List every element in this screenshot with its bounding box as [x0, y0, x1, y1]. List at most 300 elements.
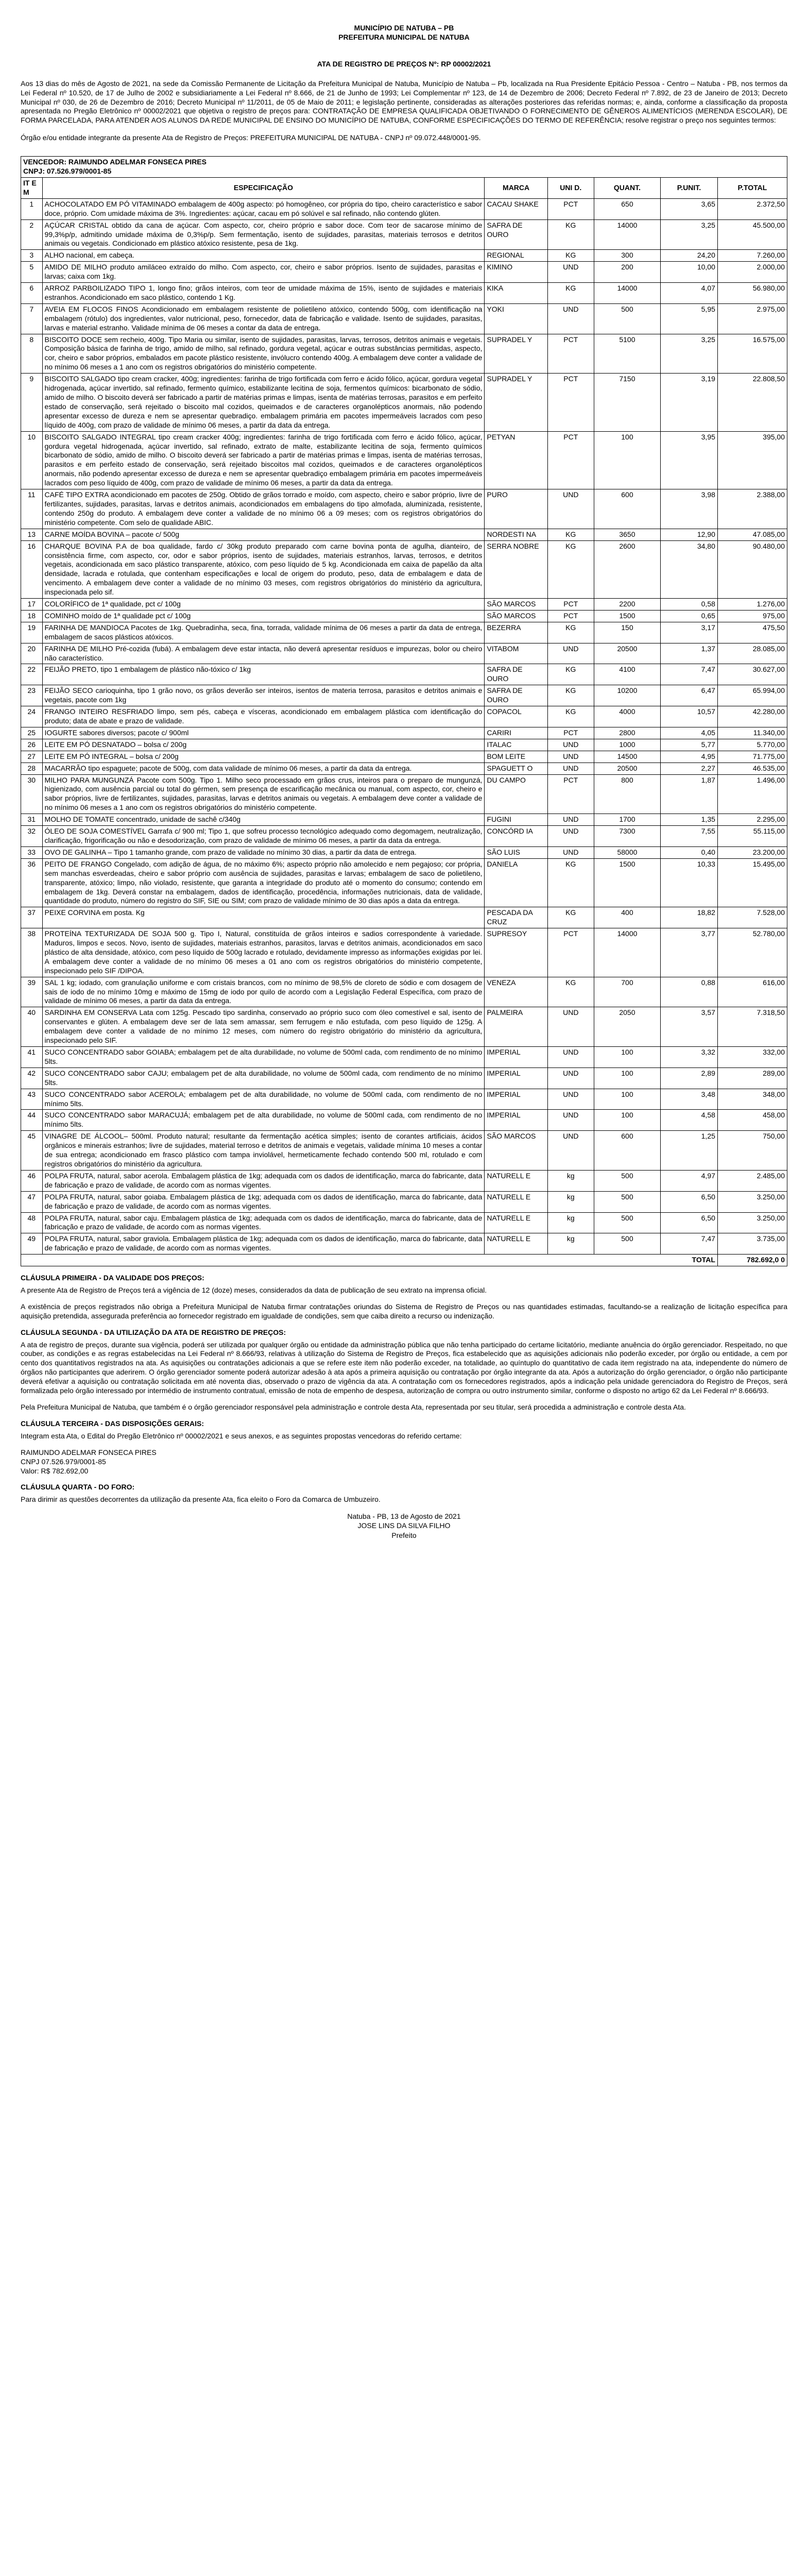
ata-title: ATA DE REGISTRO DE PREÇOS Nº: RP 00002/2021 [317, 59, 491, 68]
item-unit: PCT [547, 198, 594, 219]
item-unit: KG [547, 540, 594, 598]
item-description: COLORÍFICO de 1ª qualidade, pct c/ 100g [42, 599, 485, 611]
item-unit: UND [547, 826, 594, 847]
item-brand: SAFRA DE OURO [485, 219, 547, 250]
item-unit-price: 3,32 [661, 1047, 718, 1068]
table-row [21, 599, 787, 611]
item-quantity: 100 [594, 431, 660, 489]
item-total-price: 71.775,00 [717, 751, 787, 762]
item-unit: UND [547, 262, 594, 283]
item-unit-price: 3,17 [661, 622, 718, 643]
item-total-price: 90.480,00 [717, 540, 787, 598]
item-quantity: 7150 [594, 374, 660, 431]
clause2-text: A ata de registro de preços, durante sua vigência, poderá ser utilizada por qualquer órgão ou entidade da administração pública que não tenha participado do certame licitatório, mediante anuência do órgão gerenciador. Respeitado, no que couber, as condições e as regras estabelecidas na Lei Federal nº 8.666/93, relativas à utilização do Sistema de Registro de Preços, fica estabelecido que as aquisições adicionais não poderão exceder, por órgão ou entidade, a cem por cento dos quantitativos registrados na ata. As aquisições ou contratações adicionais a que se refere este item não poderão exceder, na totalidade, ao quíntuplo do quantitativo de cada item registrado na ata, independente do número de órgãos não participantes que aderirem. O órgão gerenciador somente poderá autorizar adesão à ata após a primeira aquisição ou contratação por órgão integrante da ata. Após a autorização do órgão gerenciador, o órgão não participante deverá efetivar a aquisição ou contratação solicitada em até noventa dias, observado o prazo de vigência da ata. A contratação com os fornecedores registrados, após a indicação pela unidade gerenciadora do Registro de Preços, será formalizada pelo órgão interessado por intermédio de instrumento contratual, emissão de nota de empenho de despesa, autorização de compra ou outro instrumento similar, conforme o disposto no artigo 62 da Lei Federal nº 8.666/93. [21, 1340, 787, 1395]
place-date: Natuba - PB, 13 de Agosto de 2021 [347, 1512, 461, 1521]
clause2-title: CLÁUSULA SEGUNDA - DA UTILIZAÇÃO DA ATA DE REGISTRO DE PREÇOS: [21, 1328, 286, 1336]
item-unit-price: 4,97 [661, 1170, 718, 1191]
clause4-title: CLÁUSULA QUARTA - DO FORO: [21, 1483, 135, 1492]
item-brand: KIKA [485, 283, 547, 304]
table-row [21, 303, 787, 334]
item-description: ALHO nacional, em cabeça. [42, 250, 485, 262]
table-row [21, 1110, 787, 1131]
item-quantity: 500 [594, 303, 660, 334]
item-quantity: 1500 [594, 610, 660, 622]
item-description: SUCO CONCENTRADO sabor GOIABA; embalagem pet de alta durabilidade, no volume de 500ml cada, com rendimento de no mínimo 5lts. [42, 1047, 485, 1068]
item-brand: IMPERIAL [485, 1089, 547, 1110]
item-total-price: 475,50 [717, 622, 787, 643]
item-unit-price: 12,90 [661, 529, 718, 540]
item-quantity: 800 [594, 774, 660, 814]
item-brand: DANIELA [485, 858, 547, 907]
item-number: 11 [21, 489, 43, 529]
item-brand: SUPRADEL Y [485, 334, 547, 374]
item-quantity: 500 [594, 1170, 660, 1191]
table-row [21, 540, 787, 598]
item-brand: IMPERIAL [485, 1047, 547, 1068]
item-number: 30 [21, 774, 43, 814]
item-description: AMIDO DE MILHO produto amiláceo extraído do milho. Com aspecto, cor, cheiro e sabor próprios. Isento de sujidades, parasitas e larvas; caixa com 1kg. [42, 262, 485, 283]
item-total-price: 458,00 [717, 1110, 787, 1131]
item-total-price: 2.485,00 [717, 1170, 787, 1191]
municipality-name: MUNICÍPIO DE NATUBA – PB [354, 24, 454, 32]
item-total-price: 616,00 [717, 977, 787, 1007]
item-unit: KG [547, 529, 594, 540]
item-quantity: 400 [594, 907, 660, 928]
item-number: 13 [21, 529, 43, 540]
table-row [21, 1131, 787, 1171]
item-quantity: 500 [594, 1233, 660, 1255]
clauses-section [21, 1274, 787, 1540]
item-quantity: 2800 [594, 727, 660, 739]
item-unit-price: 5,95 [661, 303, 718, 334]
item-unit-price: 1,25 [661, 1131, 718, 1171]
table-row [21, 219, 787, 250]
clause3-vendor-name: RAIMUNDO ADELMAR FONSECA PIRES [21, 1448, 157, 1456]
item-unit-price: 6,50 [661, 1212, 718, 1233]
item-quantity: 500 [594, 1191, 660, 1212]
item-unit-price: 0,65 [661, 610, 718, 622]
item-total-price: 23.200,00 [717, 846, 787, 858]
item-brand: KIMINO [485, 262, 547, 283]
item-number: 9 [21, 374, 43, 431]
item-quantity: 58000 [594, 846, 660, 858]
item-unit: kg [547, 1191, 594, 1212]
item-unit-price: 2,89 [661, 1067, 718, 1089]
item-description: AVEIA EM FLOCOS FINOS Acondicionado em embalagem resistente de polietileno atóxico, contendo 500g, com identificação na embalagem (rótulo) dos ingredientes, valor nutricional, peso, fornecedor, data de fabricação e validade. Isento de sujidades, parasitas, larvas e material estranho. Validade mínima de 06 meses a contar da data de entrega. [42, 303, 485, 334]
item-description: COMINHO moído de 1ª qualidade pct c/ 100g [42, 610, 485, 622]
item-unit: UND [547, 1007, 594, 1047]
table-row [21, 1191, 787, 1212]
item-description: CARNE MOÍDA BOVINA – pacote c/ 500g [42, 529, 485, 540]
item-unit: KG [547, 250, 594, 262]
clause2-paragraph2: Pela Prefeitura Municipal de Natuba, que também é o órgão gerenciador responsável pela administração e controle desta Ata, representada por seu titular, será procedida a administração e controle desta Ata. [21, 1403, 686, 1411]
item-quantity: 600 [594, 489, 660, 529]
item-description: CAFÉ TIPO EXTRA acondicionado em pacotes de 250g. Obtido de grãos torrado e moído, com aspecto, cheiro e sabor próprio, livre de fertilizantes, sujidades, parasitas, larvas e detritos animais, acondicionados em embalagens do tipo almofada, aluminizada, resistente, contendo 250g do produto. A embalagem deve conter a validade de no mínimo 06 a 09 meses; com os registros obrigatórios do ministério competente. Com selo de qualidade ABIC. [42, 489, 485, 529]
item-brand: CACAU SHAKE [485, 198, 547, 219]
table-row [21, 334, 787, 374]
vendor-name: VENCEDOR: RAIMUNDO ADELMAR FONSECA PIRES [23, 158, 207, 166]
vendor-cell [21, 157, 787, 178]
item-total-price: 42.280,00 [717, 706, 787, 727]
item-quantity: 3650 [594, 529, 660, 540]
item-unit-price: 34,80 [661, 540, 718, 598]
item-description: AÇÚCAR CRISTAL obtido da cana de açúcar. Com aspecto, cor, cheiro próprio e sabor doce. Com teor de sacarose mínimo de 99,3%p/p, admitindo umidade máxima de 0,3%p/p. Sem fermentação, isento de sujidades, parasitas, materiais terrosos e detritos animais ou vegetais. Condicionado em plástico atóxico resistente, pesa de 1kg. [42, 219, 485, 250]
item-unit-price: 3,19 [661, 374, 718, 431]
item-unit: UND [547, 814, 594, 826]
item-unit-price: 3,25 [661, 334, 718, 374]
item-description: POLPA FRUTA, natural, sabor caju. Embalagem plástica de 1kg; adequada com os dados de identificação, marca do fabricante, data de fabricação e prazo de validade, de acordo com as normas vigentes. [42, 1212, 485, 1233]
item-number: 26 [21, 739, 43, 751]
item-quantity: 600 [594, 1131, 660, 1171]
clause3-text: Integram esta Ata, o Edital do Pregão Eletrônico nº 00002/2021 e seus anexos, e as seguintes propostas vencedoras do referido certame: [21, 1431, 462, 1440]
item-unit-price: 10,00 [661, 262, 718, 283]
item-number: 7 [21, 303, 43, 334]
item-brand: SERRA NOBRE [485, 540, 547, 598]
item-quantity: 150 [594, 622, 660, 643]
item-description: FARINHA DE MANDIOCA Pacotes de 1kg. Quebradinha, seca, fina, torrada, validade mínima de 06 meses a partir da data de entrega, embalagem de sacos plásticos atóxicos. [42, 622, 485, 643]
table-row [21, 283, 787, 304]
item-quantity: 10200 [594, 685, 660, 706]
item-quantity: 100 [594, 1067, 660, 1089]
item-brand: SÃO MARCOS [485, 599, 547, 611]
item-unit-price: 3,25 [661, 219, 718, 250]
item-brand: SÃO MARCOS [485, 1131, 547, 1171]
table-row [21, 622, 787, 643]
item-brand: DU CAMPO [485, 774, 547, 814]
item-unit: KG [547, 685, 594, 706]
item-brand: NATURELL E [485, 1212, 547, 1233]
item-brand: SÃO LUIS [485, 846, 547, 858]
item-total-price: 45.500,00 [717, 219, 787, 250]
item-quantity: 300 [594, 250, 660, 262]
item-total-price: 7.318,50 [717, 1007, 787, 1047]
table-row [21, 774, 787, 814]
table-row [21, 1170, 787, 1191]
table-row [21, 814, 787, 826]
table-row [21, 431, 787, 489]
table-row [21, 928, 787, 977]
item-description: POLPA FRUTA, natural, sabor goiaba. Embalagem plástica de 1kg; adequada com os dados de identificação, marca do fabricante, data de fabricação e prazo de validade, de acordo com as normas vigentes. [42, 1191, 485, 1212]
item-brand: NATURELL E [485, 1233, 547, 1255]
item-number: 17 [21, 599, 43, 611]
item-quantity: 200 [594, 262, 660, 283]
vendor-row [21, 157, 787, 178]
total-row [21, 1255, 787, 1266]
table-row [21, 739, 787, 751]
item-brand: SAFRA DE OURO [485, 664, 547, 685]
item-number: 31 [21, 814, 43, 826]
item-number: 22 [21, 664, 43, 685]
item-number: 8 [21, 334, 43, 374]
item-total-price: 30.627,00 [717, 664, 787, 685]
item-brand: COPACOL [485, 706, 547, 727]
table-row [21, 1067, 787, 1089]
item-number: 2 [21, 219, 43, 250]
item-unit-price: 7,55 [661, 826, 718, 847]
item-number: 25 [21, 727, 43, 739]
item-unit-price: 4,05 [661, 727, 718, 739]
item-unit-price: 5,77 [661, 739, 718, 751]
item-brand: VITABOM [485, 643, 547, 664]
item-description: SAL 1 kg; iodado, com granulação uniforme e com cristais brancos, com no mínimo de 98,5% de cloreto de sódio e com dosagem de sais de iodo de no mínimo 10mg e máximo de 15mg de iodo por quilo de acordo com a Legislação Federal Específica, com prazo de validade de mínimo 06 meses, a partir da data da entrega. [42, 977, 485, 1007]
item-unit: UND [547, 1131, 594, 1171]
item-unit-price: 3,98 [661, 489, 718, 529]
table-row [21, 262, 787, 283]
clause3-vendor-cnpj: CNPJ 07.526.979/0001-85 [21, 1457, 106, 1466]
item-unit-price: 6,50 [661, 1191, 718, 1212]
item-unit: PCT [547, 774, 594, 814]
item-total-price: 65.994,00 [717, 685, 787, 706]
item-unit: KG [547, 858, 594, 907]
item-description: VINAGRE DE ÁLCOOL– 500ml. Produto natural; resultante da fermentação acética simples; isento de corantes artificiais, ácidos orgânicos e minerais estranhos; livre de sujidades, material terroso e detritos de animais e vegetais, validade mínima 10 meses a contar de sua entrega; acondicionado em frasco plástico com tampa inviolável, hermeticamente fechado contendo 500 ml, rotulado e com registros obrigatórios do ministério da agricultura. [42, 1131, 485, 1171]
item-unit-price: 3,77 [661, 928, 718, 977]
item-brand: NATURELL E [485, 1191, 547, 1212]
item-number: 44 [21, 1110, 43, 1131]
table-row [21, 907, 787, 928]
table-row [21, 762, 787, 774]
item-number: 32 [21, 826, 43, 847]
item-description: POLPA FRUTA, natural, sabor graviola. Embalagem plástica de 1kg; adequada com os dados de identificação, marca do fabricante, data de fabricação e prazo de validade, de acordo com as normas vigentes. [42, 1233, 485, 1255]
item-unit: UND [547, 1047, 594, 1068]
col-header-spec: ESPECIFICAÇÃO [42, 177, 485, 198]
item-description: LEITE EM PÓ INTEGRAL – bolsa c/ 200g [42, 751, 485, 762]
item-total-price: 3.250,00 [717, 1212, 787, 1233]
item-unit-price: 6,47 [661, 685, 718, 706]
item-description: CHARQUE BOVINA P.A de boa qualidade, fardo c/ 30kg produto preparado com carne bovina ponta de agulha, dianteiro, de consistência firme, com aspecto, cor, odor e sabor próprios, isento de sujidades, materiais estranhos, larvas, terrosos, e detritos vegetais, acondicionada em saco plástico transparente, atóxico, com peso líquido de 5 kg. Acondicionada em caixa de papelão da alta densidade, lacrada e rotulada, que contenham especificações e local de origem do produto, peso, data de embalagem e data de vencimento. A embalagem deve conter a validade de no mínimo 03 meses, com registros obrigatórios do ministério da agricultura, inspecionada pelo sif. [42, 540, 485, 598]
item-brand: NORDESTI NA [485, 529, 547, 540]
item-unit: KG [547, 219, 594, 250]
item-quantity: 20500 [594, 762, 660, 774]
item-brand: PETYAN [485, 431, 547, 489]
item-quantity: 2050 [594, 1007, 660, 1047]
item-description: BISCOITO SALGADO INTEGRAL tipo cream cracker 400g; ingredientes: farinha de trigo fortificada com ferro e ácido fólico, açúcar, gordura vegetal hidrogenada, açúcar invertido, sal refinado, extrato de malte, estabilizante lecitina de soja, fermento químicos bicarbonato de sódio, amido de milho. O biscoito deverá ser fabricado a partir de matérias primas e limpas, isenta de matérias terrosas, parasitos e em perfeito estado de conservação, será rejeitado biscoitos mal cozidos, queimados e de caracteres organolépticos anormais, não podendo apresentar excesso de dureza e nem se apresentar quebradiço embalagem primária em pacotes impermeáveis lacrados com peso líquido de 400g, com prazo de validade de mínimo 06 meses, a partir da data da entrega. [42, 431, 485, 489]
item-total-price: 2.372,50 [717, 198, 787, 219]
item-unit: KG [547, 664, 594, 685]
item-description: OVO DE GALINHA – Tipo 1 tamanho grande, com prazo de validade no mínimo 30 dias, a partir da data de entrega. [42, 846, 485, 858]
item-quantity: 7300 [594, 826, 660, 847]
item-number: 46 [21, 1170, 43, 1191]
signoff-block [21, 1512, 787, 1540]
table-row [21, 529, 787, 540]
item-unit-price: 4,07 [661, 283, 718, 304]
item-description: FRANGO INTEIRO RESFRIADO limpo, sem pés, cabeça e vísceras, acondicionado em embalagem plástica com identificação do produto; data de abate e prazo de validade. [42, 706, 485, 727]
item-unit: PCT [547, 374, 594, 431]
item-brand: BEZERRA [485, 622, 547, 643]
item-number: 41 [21, 1047, 43, 1068]
item-unit: PCT [547, 610, 594, 622]
item-quantity: 700 [594, 977, 660, 1007]
item-description: MACARRÃO tipo espaguete; pacote de 500g, com data validade de mínimo 06 meses, a partir da data da entrega. [42, 762, 485, 774]
clause1-text: A presente Ata de Registro de Preços terá a vigência de 12 (doze) meses, considerados da data de publicação de seu extrato na imprensa oficial. [21, 1285, 487, 1294]
item-unit-price: 4,95 [661, 751, 718, 762]
item-description: SUCO CONCENTRADO sabor ACEROLA; embalagem pet de alta durabilidade, no volume de 500ml cada, com rendimento de no mínimo 5lts. [42, 1089, 485, 1110]
item-number: 20 [21, 643, 43, 664]
clause3-title: CLÁUSULA TERCEIRA - DAS DISPOSIÇÕES GERAIS: [21, 1419, 204, 1428]
item-description: ÓLEO DE SOJA COMESTÍVEL Garrafa c/ 900 ml; Tipo 1, que sofreu processo tecnológico adequado como degomagem, neutralização, clarificação, frigorificação ou não e desodorização, com prazo de validade de mínimo 06 meses, a partir da data da entrega. [42, 826, 485, 847]
item-unit: UND [547, 1089, 594, 1110]
item-quantity: 2200 [594, 599, 660, 611]
item-description: LEITE EM PÓ DESNATADO – bolsa c/ 200g [42, 739, 485, 751]
item-unit-price: 10,33 [661, 858, 718, 907]
vendor-cnpj: CNPJ: 07.526.979/0001-85 [23, 167, 112, 176]
item-total-price: 7.260,00 [717, 250, 787, 262]
item-description: IOGURTE sabores diversos; pacote c/ 900ml [42, 727, 485, 739]
item-unit: KG [547, 622, 594, 643]
item-brand: YOKI [485, 303, 547, 334]
signer-name: JOSE LINS DA SILVA FILHO [357, 1521, 451, 1530]
item-brand: SPAGUETT O [485, 762, 547, 774]
item-number: 18 [21, 610, 43, 622]
item-unit: PCT [547, 334, 594, 374]
item-number: 16 [21, 540, 43, 598]
total-label: TOTAL [661, 1255, 718, 1266]
item-unit: PCT [547, 431, 594, 489]
item-total-price: 22.808,50 [717, 374, 787, 431]
item-quantity: 4100 [594, 664, 660, 685]
item-quantity: 1500 [594, 858, 660, 907]
item-number: 38 [21, 928, 43, 977]
item-brand: SUPRADEL Y [485, 374, 547, 431]
item-brand: PESCADA DA CRUZ [485, 907, 547, 928]
table-row [21, 826, 787, 847]
item-description: SUCO CONCENTRADO sabor CAJU; embalagem pet de alta durabilidade, no volume de 500ml cada, com rendimento de no mínimo 5lts. [42, 1067, 485, 1089]
col-header-ptotal: P.TOTAL [717, 177, 787, 198]
item-unit: PCT [547, 928, 594, 977]
item-description: MILHO PARA MUNGUNZÁ Pacote com 500g. Tipo 1. Milho seco processado em grãos crus, inteiros para o preparo de mungunzá, higienizado, com ausência parcial ou total do gérmen, sem presença de escarificação mecânica ou manual, com aspecto, cor, cheiro e sabor próprios, livre de fertilizantes, sujidades, parasitas, larvas e detritos animais ou vegetais. A embalagem deve conter a validade de no mínimo 06 meses a 1 ano com os registros obrigatórios do ministério competente. [42, 774, 485, 814]
item-total-price: 348,00 [717, 1089, 787, 1110]
item-brand: FUGINI [485, 814, 547, 826]
item-quantity: 5100 [594, 334, 660, 374]
table-header-row [21, 177, 787, 198]
table-row [21, 858, 787, 907]
item-unit-price: 3,57 [661, 1007, 718, 1047]
item-number: 49 [21, 1233, 43, 1255]
item-quantity: 14000 [594, 283, 660, 304]
item-number: 45 [21, 1131, 43, 1171]
item-unit: PCT [547, 727, 594, 739]
item-description: FEIJÃO SECO carioquinha, tipo 1 grão novo, os grãos deverão ser inteiros, isentos de materia terrosa, parasitos e detritos animais e vegetais, pacote com 1kg [42, 685, 485, 706]
prefecture-name: PREFEITURA MUNICIPAL DE NATUBA [338, 32, 470, 41]
item-number: 1 [21, 198, 43, 219]
item-total-price: 7.528,00 [717, 907, 787, 928]
table-row [21, 846, 787, 858]
item-total-price: 2.388,00 [717, 489, 787, 529]
item-brand: SUPRESOY [485, 928, 547, 977]
item-number: 10 [21, 431, 43, 489]
item-description: ARROZ PARBOILIZADO TIPO 1, longo fino; grãos inteiros, com teor de umidade máxima de 15%, isento de sujidades e materiais estranhos. Acondicionado em saco plástico, contendo 1 Kg. [42, 283, 485, 304]
items-table-body [21, 157, 787, 1266]
col-header-unid: UNI D. [547, 177, 594, 198]
item-unit-price: 3,65 [661, 198, 718, 219]
table-row [21, 1212, 787, 1233]
item-total-price: 332,00 [717, 1047, 787, 1068]
item-number: 3 [21, 250, 43, 262]
item-number: 47 [21, 1191, 43, 1212]
item-unit-price: 1,37 [661, 643, 718, 664]
orgao-paragraph: Órgão e/ou entidade integrante da presente Ata de Registro de Preços: PREFEITURA MUNICIPAL DE NATUBA - CNPJ nº 09.072.448/0001-95. [21, 133, 481, 142]
item-unit-price: 0,40 [661, 846, 718, 858]
item-brand: PALMEIRA [485, 1007, 547, 1047]
item-number: 5 [21, 262, 43, 283]
item-number: 43 [21, 1089, 43, 1110]
item-brand: BOM LEITE [485, 751, 547, 762]
item-number: 24 [21, 706, 43, 727]
item-unit: UND [547, 303, 594, 334]
table-row [21, 250, 787, 262]
item-total-price: 46.535,00 [717, 762, 787, 774]
item-total-price: 975,00 [717, 610, 787, 622]
item-unit: kg [547, 1212, 594, 1233]
item-unit-price: 3,95 [661, 431, 718, 489]
item-total-price: 2.975,00 [717, 303, 787, 334]
item-unit-price: 1,35 [661, 814, 718, 826]
item-brand: ITALAC [485, 739, 547, 751]
item-number: 28 [21, 762, 43, 774]
item-unit: UND [547, 739, 594, 751]
document-header [21, 24, 787, 42]
item-quantity: 1700 [594, 814, 660, 826]
total-value: 782.692,0 0 [717, 1255, 787, 1266]
item-total-price: 3.735,00 [717, 1233, 787, 1255]
item-number: 48 [21, 1212, 43, 1233]
item-unit: UND [547, 643, 594, 664]
item-quantity: 100 [594, 1047, 660, 1068]
item-brand: VENEZA [485, 977, 547, 1007]
table-row [21, 1089, 787, 1110]
item-quantity: 20500 [594, 643, 660, 664]
item-number: 27 [21, 751, 43, 762]
table-row [21, 751, 787, 762]
col-header-quant: QUANT. [594, 177, 660, 198]
table-row [21, 610, 787, 622]
item-total-price: 28.085,00 [717, 643, 787, 664]
item-unit-price: 2,27 [661, 762, 718, 774]
item-number: 37 [21, 907, 43, 928]
item-description: FARINHA DE MILHO Pré-cozida (fubá). A embalagem deve estar intacta, não deverá apresentar resíduos e impurezas, bolor ou cheiro não característico. [42, 643, 485, 664]
item-unit: KG [547, 706, 594, 727]
table-row [21, 706, 787, 727]
item-unit: KG [547, 283, 594, 304]
item-brand: SÃO MARCOS [485, 610, 547, 622]
item-total-price: 750,00 [717, 1131, 787, 1171]
item-unit-price: 7,47 [661, 1233, 718, 1255]
item-quantity: 14000 [594, 928, 660, 977]
item-description: PEIXE CORVINA em posta. Kg [42, 907, 485, 928]
table-row [21, 489, 787, 529]
item-unit: kg [547, 1233, 594, 1255]
item-number: 33 [21, 846, 43, 858]
table-row [21, 198, 787, 219]
table-row [21, 1007, 787, 1047]
item-description: ACHOCOLATADO EM PÓ VITAMINADO embalagem de 400g aspecto: pó homogêneo, cor própria do tipo, cheiro característico e sabor doce, próprio. Com umidade máxima de 3%. Ingredientes: açúcar, cacau em pó solúvel e sal refinado, não contendo glúten. [42, 198, 485, 219]
table-row [21, 685, 787, 706]
item-description: SARDINHA EM CONSERVA Lata com 125g. Pescado tipo sardinha, conservado ao próprio suco com óleo comestível e sal, isento de conservantes e glúten. A embalagem deve ser de lata sem amassar, sem ferrugem e não estufada, com peso líquido de 125g. A embalagem deve conter a validade de no mínimo 12 meses, com número do registro obrigatório do ministério da agricultura, inspecionado pelo SIF. [42, 1007, 485, 1047]
table-row [21, 643, 787, 664]
item-unit: UND [547, 846, 594, 858]
clause4-text: Para dirimir as questões decorrentes da utilização da presente Ata, fica eleito o Foro da Comarca de Umbuzeiro. [21, 1495, 381, 1504]
col-header-item: IT E M [21, 177, 43, 198]
item-brand: CARIRI [485, 727, 547, 739]
table-row [21, 1047, 787, 1068]
item-total-price: 55.115,00 [717, 826, 787, 847]
intro-paragraph: Aos 13 dias do mês de Agosto de 2021, na sede da Comissão Permanente de Licitação da Prefeitura Municipal de Natuba, Município de Natuba – Pb, localizada na Rua Presidente Epitácio Pessoa - Centro – Natuba - PB, nos termos da Lei Federal nº 10.520, de 17 de Julho de 2002 e subsidiariamente a Lei Federal nº 8.666, de 21 de Junho de 1993; Lei Complementar nº 123, de 14 de Dezembro de 2006; Decreto Federal nº 7.892, de 23 de Janeiro de 2013; Decreto Municipal nº 030, de 26 de Dezembro de 2016; Decreto Municipal nº 11/2011, de 05 de Maio de 2011; e legislação pertinente, consideradas as alterações posteriores das referidas normas; e, ainda, conforme a classificação da proposta apresentada no Pregão Eletrônico nº 00002/2021 que objetiva o registro de preços para: CONTRATAÇÃO DE EMPRESA QUALIFICADA OBJETIVANDO O FORNECIMENTO DE GÊNEROS ALIMENTÍCIOS (MERENDA ESCOLAR), DE FORMA PARCELADA, PARA ATENDER AOS ALUNOS DA REDE MUNICIPAL DE ENSINO DO MUNICÍPIO DE NATUBA, CONFORME ESPECIFICAÇÕES DO TERMO DE REFERÊNCIA; resolve registrar o preço nos seguintes termos: [21, 79, 787, 125]
item-number: 40 [21, 1007, 43, 1047]
item-unit: kg [547, 1170, 594, 1191]
item-unit-price: 0,58 [661, 599, 718, 611]
item-quantity: 2600 [594, 540, 660, 598]
item-number: 23 [21, 685, 43, 706]
col-header-punit: P.UNIT. [661, 177, 718, 198]
